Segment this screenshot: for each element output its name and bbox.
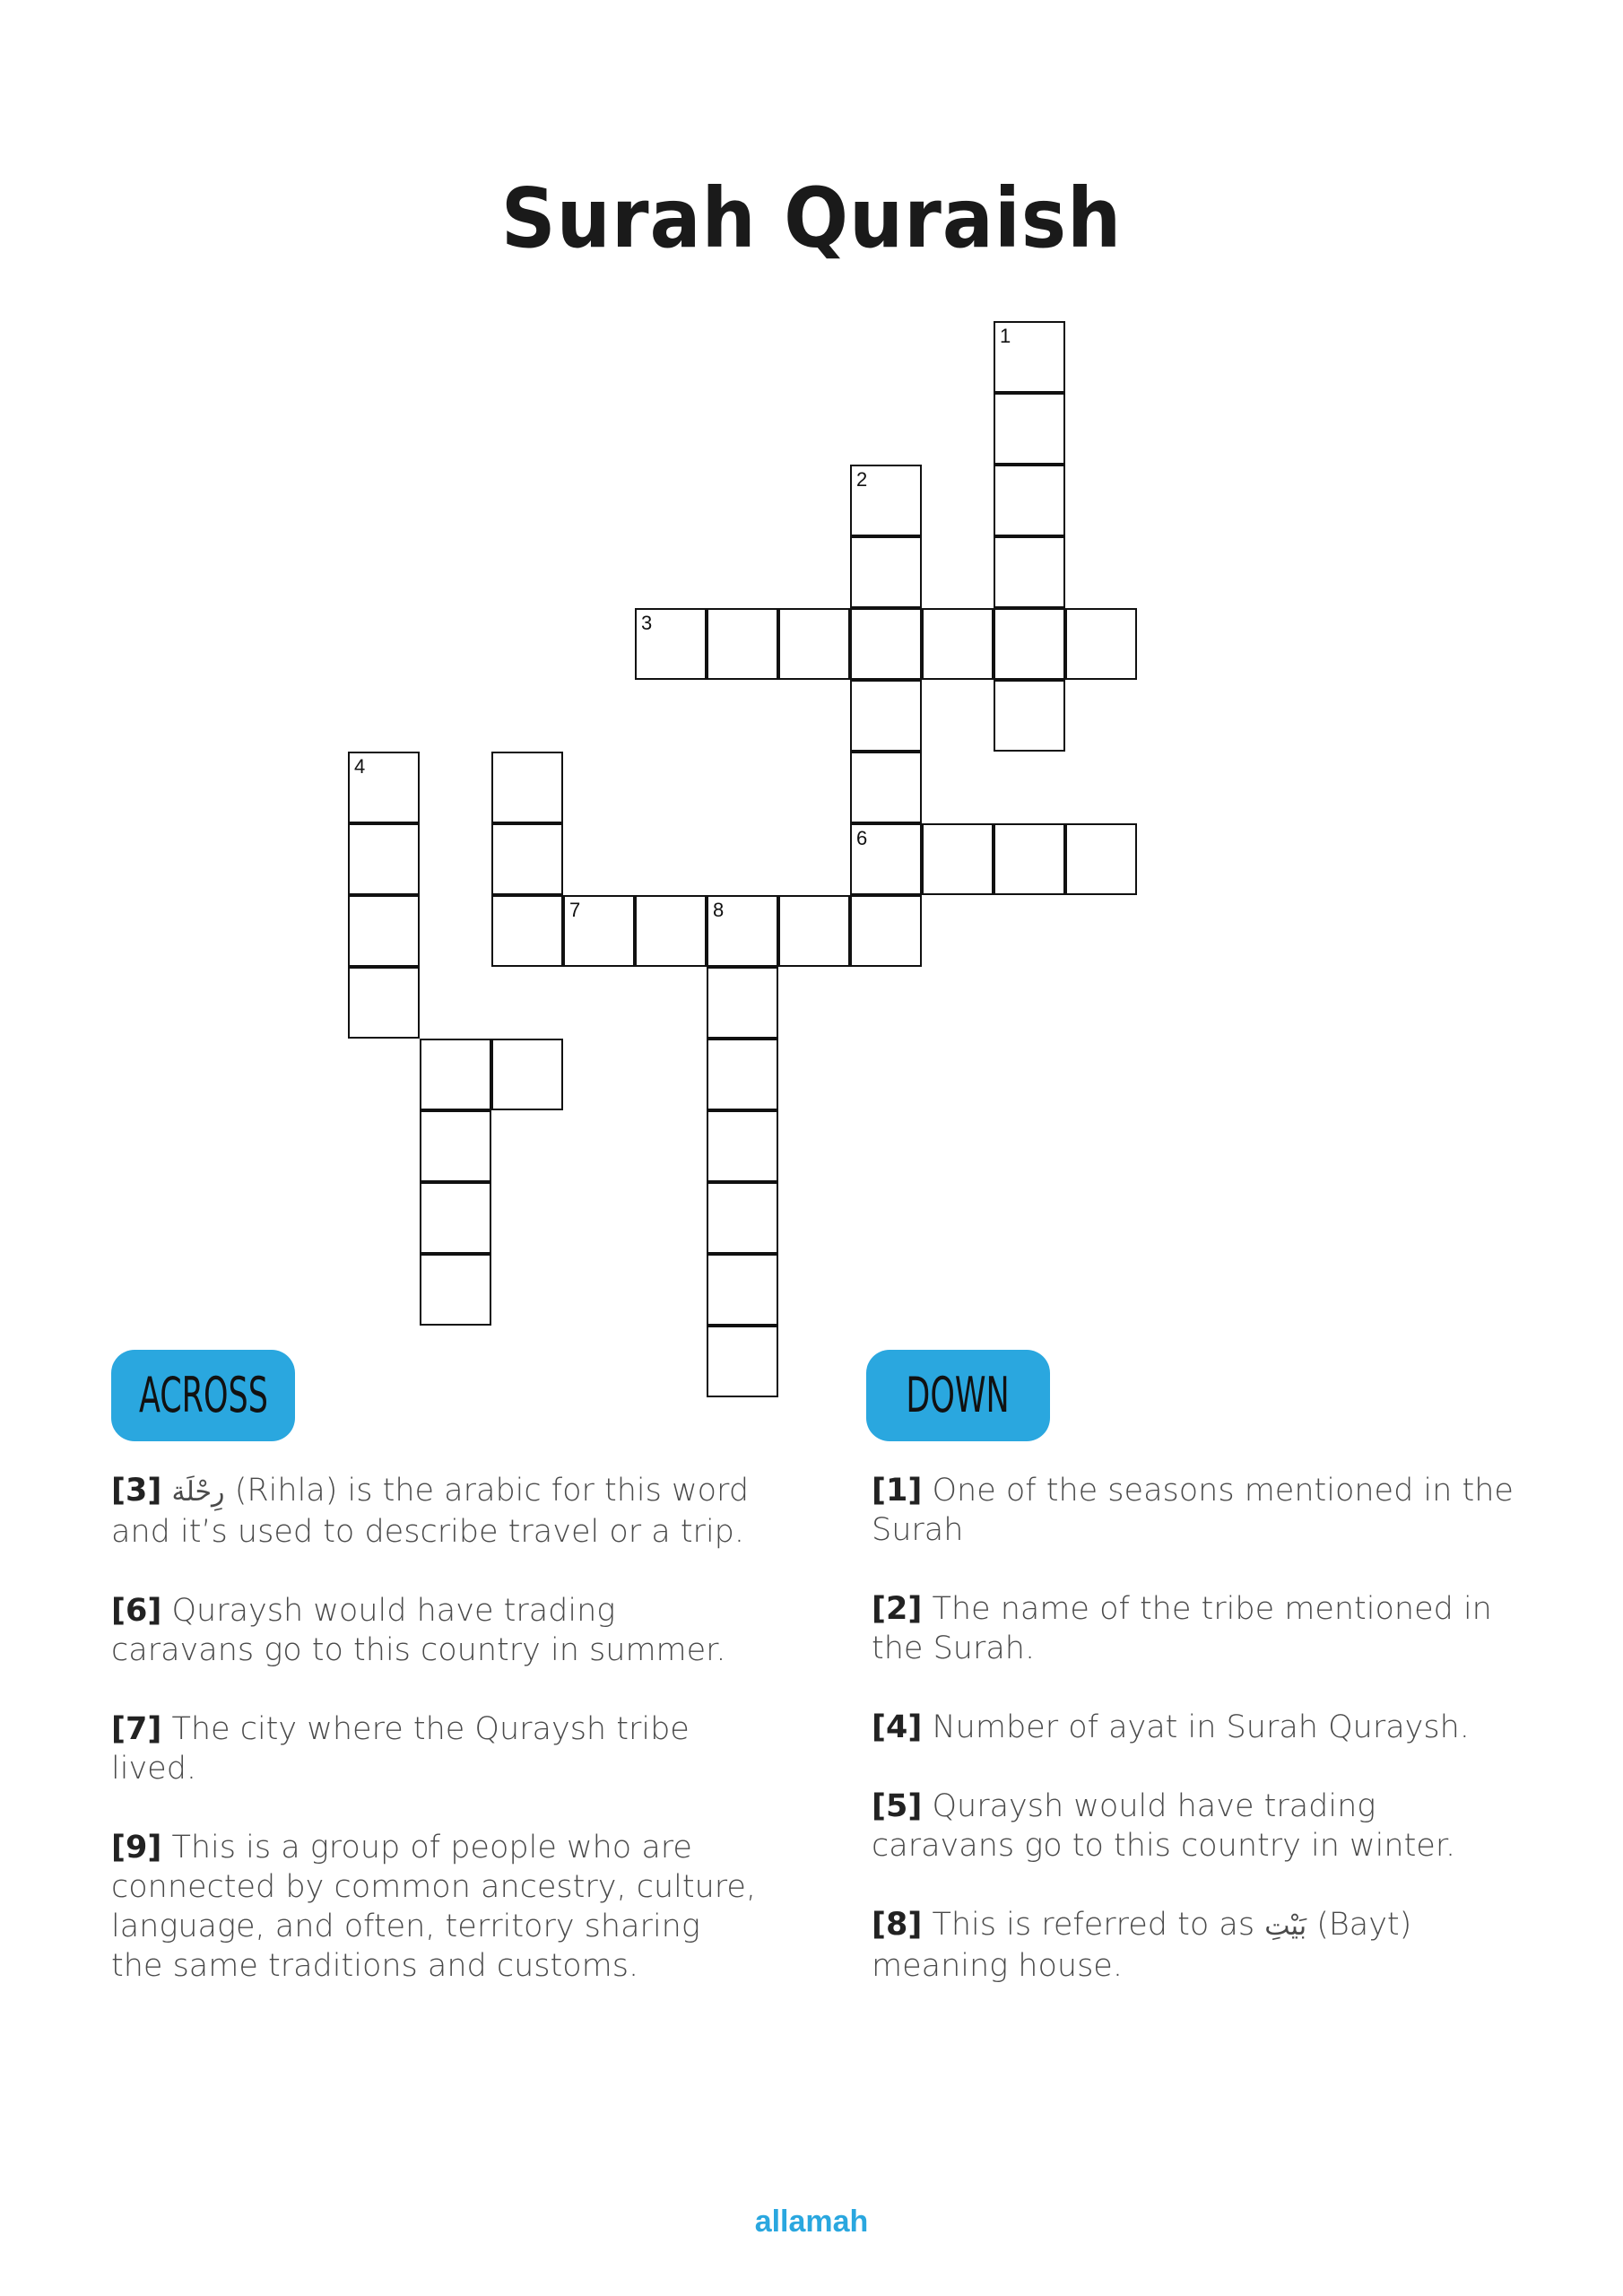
- grid-cell[interactable]: [491, 895, 563, 967]
- grid-cell[interactable]: [635, 608, 707, 680]
- grid-cell[interactable]: [994, 393, 1065, 465]
- grid-cell[interactable]: [707, 1110, 778, 1182]
- clue-down-5: [5] Quraysh would have trading caravans go to this country in winter.: [872, 1788, 1456, 1864]
- grid-cell[interactable]: [994, 465, 1065, 536]
- grid-cell[interactable]: [778, 608, 850, 680]
- grid-cell[interactable]: [707, 967, 778, 1039]
- grid-cell[interactable]: [850, 608, 922, 680]
- grid-cell[interactable]: [850, 536, 922, 608]
- grid-cell[interactable]: [348, 895, 420, 967]
- clue-number: 8: [713, 899, 725, 921]
- clue-number: 3: [641, 612, 653, 634]
- clue-number: 4: [354, 755, 366, 778]
- grid-cell[interactable]: [348, 823, 420, 895]
- clue-number: 7: [569, 899, 581, 921]
- grid-cell[interactable]: [635, 895, 707, 967]
- grid-cell[interactable]: [994, 823, 1065, 895]
- grid-cell[interactable]: [420, 1110, 491, 1182]
- clue-number: 6: [856, 827, 868, 849]
- grid-cell[interactable]: [348, 752, 420, 823]
- grid-cell[interactable]: [850, 465, 922, 536]
- allamah-logo: allamah: [754, 2205, 869, 2239]
- grid-cell[interactable]: [922, 608, 994, 680]
- grid-cell[interactable]: [707, 1326, 778, 1397]
- grid-cell[interactable]: [850, 895, 922, 967]
- grid-cell[interactable]: [707, 895, 778, 967]
- down-clues: [872, 1471, 1526, 2025]
- grid-cell[interactable]: [707, 1254, 778, 1326]
- grid-cell[interactable]: [922, 823, 994, 895]
- grid-cell[interactable]: [707, 608, 778, 680]
- grid-cell[interactable]: [994, 321, 1065, 393]
- across-heading: ACROSS: [111, 1350, 295, 1441]
- grid-cell[interactable]: [994, 680, 1065, 752]
- grid-cell[interactable]: [778, 895, 850, 967]
- grid-cell[interactable]: [707, 1182, 778, 1254]
- clue-across-3: [3] رِحْلَة (Rihla) is the arabic for this word and it’s used to describe travel or a trip.: [111, 1473, 750, 1550]
- grid-cell[interactable]: [491, 752, 563, 823]
- grid-cell[interactable]: [420, 1039, 491, 1110]
- down-heading: DOWN: [866, 1350, 1050, 1441]
- clue-number: 2: [856, 468, 868, 491]
- grid-cell[interactable]: [850, 680, 922, 752]
- clue-across-6: [6] Quraysh would have trading caravans go to this country in summer.: [111, 1593, 726, 1668]
- across-clues: [111, 1471, 757, 2025]
- grid-cell[interactable]: [420, 1182, 491, 1254]
- grid-cell[interactable]: [1065, 608, 1137, 680]
- clue-down-8: [8] This is referred to as بَيْتِ (Bayt) meaning house.: [872, 1907, 1412, 1984]
- page-title: Surah Quraish: [500, 170, 1123, 266]
- grid-cell[interactable]: [1065, 823, 1137, 895]
- grid-cell[interactable]: [994, 536, 1065, 608]
- grid-cell[interactable]: [850, 752, 922, 823]
- clue-down-2: [2] The name of the tribe mentioned in the Surah.: [872, 1591, 1492, 1666]
- grid-cell[interactable]: [491, 823, 563, 895]
- grid-cell[interactable]: [491, 1039, 563, 1110]
- clue-down-1: [1] One of the seasons mentioned in the Surah: [872, 1473, 1514, 1548]
- grid-cell[interactable]: [850, 823, 922, 895]
- grid-cell[interactable]: [994, 608, 1065, 680]
- grid-cell[interactable]: [707, 1039, 778, 1110]
- clue-across-7: [7] The city where the Quraysh tribe lived.: [111, 1711, 690, 1787]
- grid-cell[interactable]: [348, 967, 420, 1039]
- clue-across-9: [9] This is a group of people who are connected by common ancestry, culture, language, and often, territory sharing the same traditions and customs.: [111, 1830, 757, 1984]
- grid-cell[interactable]: [420, 1254, 491, 1326]
- clue-number: 1: [1000, 325, 1011, 347]
- grid-cell[interactable]: [563, 895, 635, 967]
- clue-down-4: [4] Number of ayat in Surah Quraysh.: [872, 1709, 1470, 1745]
